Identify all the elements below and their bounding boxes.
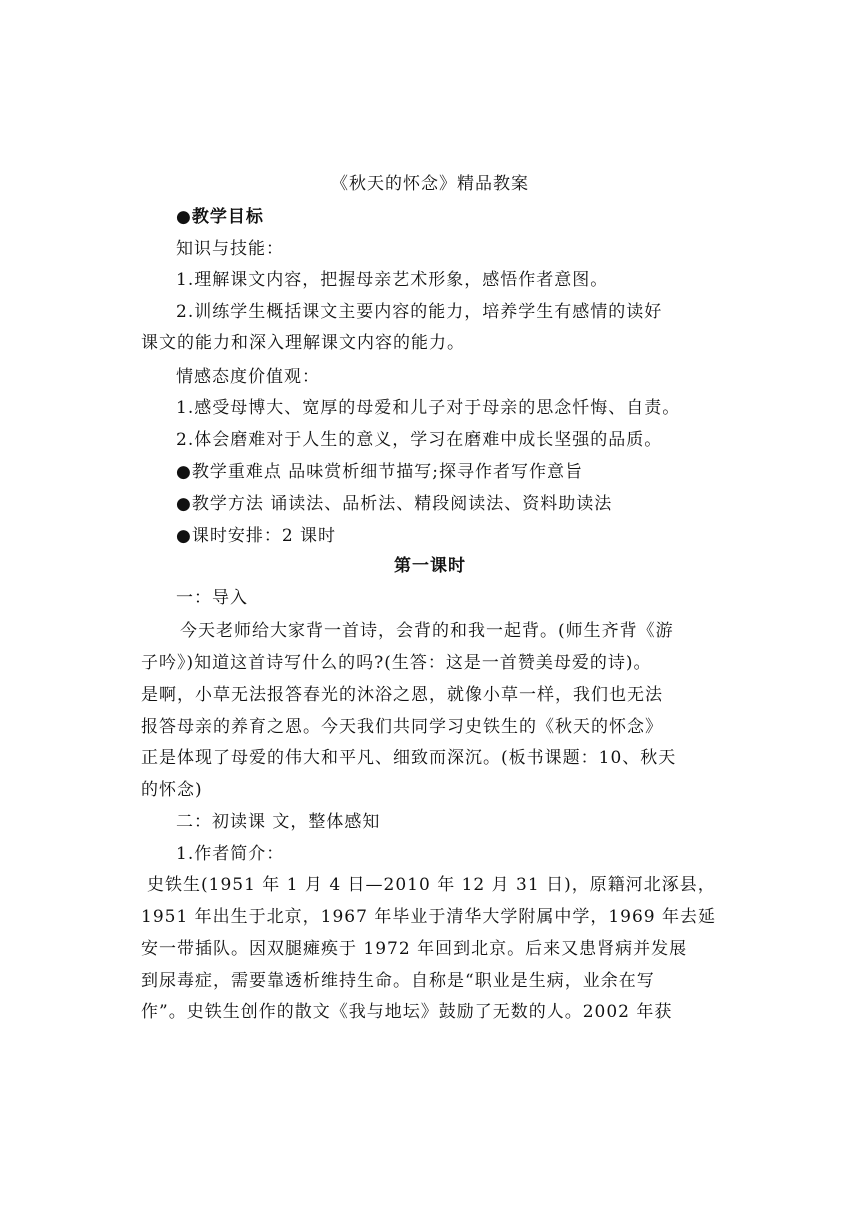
emotion-values-label: 情感态度价值观：: [176, 367, 320, 387]
emotion-item-2: 2.体会磨难对于人生的意义，学习在磨难中成长坚强的品质。: [176, 430, 663, 450]
author-paragraph-line-5: 作”。史铁生创作的散文《我与地坛》鼓励了无数的人。2002 年获: [141, 1002, 673, 1022]
author-paragraph-line-2: 1951 年出生于北京，1967 年毕业于清华大学附属中学，1969 年去延: [141, 907, 717, 927]
section-2-heading: 二：初读课 文，整体感知: [176, 812, 381, 832]
intro-paragraph-line-1: 今天老师给大家背一首诗，会背的和我一起背。(师生齐背《游: [180, 621, 674, 641]
knowledge-skills-label: 知识与技能：: [176, 239, 284, 259]
key-points-line: ●教学重难点 品味赏析细节描写;探寻作者写作意旨: [176, 462, 583, 482]
intro-paragraph-line-6: 的怀念): [141, 780, 203, 800]
knowledge-item-1: 1.理解课文内容，把握母亲艺术形象，感悟作者意图。: [176, 270, 609, 290]
author-paragraph-line-3: 安一带插队。因双腿瘫痪于 1972 年回到北京。后来又患肾病并发展: [141, 939, 688, 959]
lesson-heading: 第一课时: [394, 556, 466, 576]
teaching-methods-line: ●教学方法 诵读法、品析法、精段阅读法、资料助读法: [176, 494, 613, 514]
section-1-heading: 一：导入: [176, 588, 248, 608]
intro-paragraph-line-3: 是啊，小草无法报答春光的沐浴之恩，就像小草一样，我们也无法: [141, 685, 663, 705]
intro-paragraph-line-2: 子吟》)知道这首诗写什么的吗?(生答：这是一首赞美母爱的诗)。: [141, 653, 652, 673]
teaching-goals-heading: ●教学目标: [176, 207, 264, 227]
emotion-item-1: 1.感受母博大、宽厚的母爱和儿子对于母亲的思念忏悔、自责。: [176, 398, 681, 418]
author-paragraph-line-1: 史铁生(1951 年 1 月 4 日—2010 年 12 月 31 日)，原籍河北涿县，: [147, 875, 716, 895]
author-intro-label: 1.作者简介：: [176, 844, 285, 864]
intro-paragraph-line-5: 正是体现了母爱的伟大和平凡、细致而深沉。(板书课题：10、秋天: [141, 748, 677, 768]
document-title: 《秋天的怀念》精品教案: [331, 174, 529, 194]
author-paragraph-line-4: 到尿毒症，需要靠透析维持生命。自称是“职业是生病，业余在写: [141, 971, 655, 991]
class-schedule-line: ●课时安排：2 课时: [176, 526, 337, 546]
knowledge-item-2-line-1: 2.训练学生概括课文主要内容的能力，培养学生有感情的读好: [176, 302, 663, 322]
intro-paragraph-line-4: 报答母亲的养育之恩。今天我们共同学习史铁生的《秋天的怀念》: [141, 717, 663, 737]
knowledge-item-2-line-2: 课文的能力和深入理解课文内容的能力。: [141, 333, 465, 353]
